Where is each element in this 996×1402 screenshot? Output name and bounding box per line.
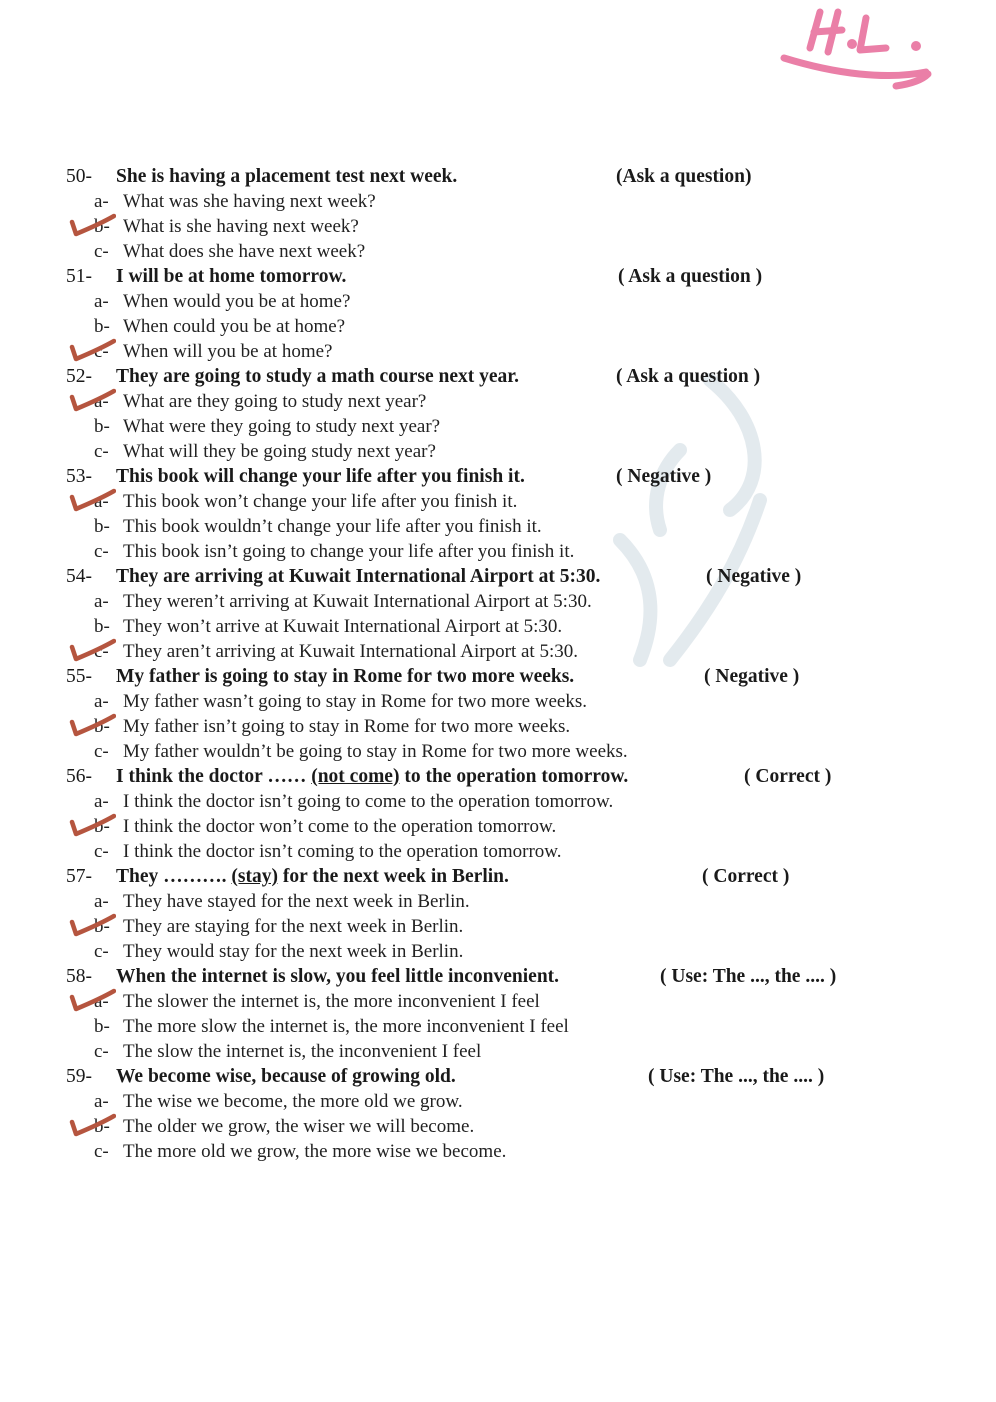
question-instruction: ( Ask a question ) (618, 266, 763, 287)
option-letter: b- (94, 316, 110, 337)
question-stem (66, 264, 346, 289)
corner-initials-mark (776, 0, 936, 100)
question-text-part: When the internet is slow, you feel little inconvenient. (116, 966, 560, 987)
answer-option[interactable] (94, 939, 463, 964)
option-text: My father wasn’t going to stay in Rome for two more weeks. (123, 691, 588, 712)
answer-option[interactable] (94, 314, 345, 339)
option-text: I think the doctor won’t come to the operation tomorrow. (123, 816, 557, 837)
question-instruction: ( Use: The ..., the .... ) (648, 1066, 825, 1087)
option-text: When will you be at home? (123, 341, 333, 362)
answer-option[interactable] (94, 989, 540, 1014)
answer-option[interactable] (94, 1114, 474, 1139)
question-stem (66, 164, 457, 189)
verb-hint: (not come) (311, 766, 400, 787)
option-letter: b- (94, 216, 110, 237)
option-letter: c- (94, 341, 109, 362)
option-letter: c- (94, 541, 109, 562)
answer-option[interactable] (94, 489, 517, 514)
option-text: This book won’t change your life after you finish it. (123, 491, 518, 512)
option-letter: a- (94, 591, 109, 612)
question-instruction: ( Negative ) (706, 566, 802, 587)
check-mark-icon (68, 812, 116, 838)
option-letter: a- (94, 391, 109, 412)
answer-option[interactable] (94, 339, 332, 364)
option-text: The more slow the internet is, the more inconvenient I feel (123, 1016, 569, 1037)
question-text-part: They are going to study a math course next year. (116, 366, 519, 387)
option-text: What are they going to study next year? (123, 391, 427, 412)
question-instruction: ( Correct ) (702, 866, 790, 887)
question-number: 50- (66, 166, 92, 187)
question-number: 53- (66, 466, 92, 487)
option-text: They weren’t arriving at Kuwait International Airport at 5:30. (123, 591, 592, 612)
question-text (116, 766, 628, 787)
question-text (116, 866, 509, 887)
question-stem (66, 764, 628, 789)
option-text: What will they be going study next year? (123, 441, 436, 462)
question-number: 54- (66, 566, 92, 587)
question-stem (66, 564, 600, 589)
question-instruction: ( Negative ) (616, 466, 712, 487)
question-text (116, 466, 525, 487)
answer-option[interactable] (94, 914, 463, 939)
option-letter: a- (94, 191, 109, 212)
option-letter: a- (94, 891, 109, 912)
answer-option[interactable] (94, 239, 365, 264)
answer-option[interactable] (94, 789, 613, 814)
question-number: 55- (66, 666, 92, 687)
question-text (116, 366, 519, 387)
question-stem (66, 964, 559, 989)
option-letter: a- (94, 691, 109, 712)
option-letter: a- (94, 291, 109, 312)
question-text-part: She is having a placement test next week. (116, 166, 458, 187)
option-letter: c- (94, 241, 109, 262)
question-text-part: They ………. (116, 866, 232, 887)
check-mark-icon (68, 987, 116, 1013)
question-instruction: ( Correct ) (744, 766, 832, 787)
answer-option[interactable] (94, 414, 440, 439)
question-text-part: We become wise, because of growing old. (116, 1066, 456, 1087)
check-mark-icon (68, 912, 116, 938)
answer-option[interactable] (94, 689, 587, 714)
answer-option[interactable] (94, 1014, 569, 1039)
option-letter: a- (94, 491, 109, 512)
answer-option[interactable] (94, 639, 578, 664)
option-text: They are staying for the next week in Berlin. (123, 916, 464, 937)
check-mark-icon (68, 487, 116, 513)
option-letter: a- (94, 1091, 109, 1112)
question-text (116, 666, 574, 687)
answer-option[interactable] (94, 589, 592, 614)
question-text (116, 266, 346, 287)
option-letter: b- (94, 416, 110, 437)
option-text: The wise we become, the more old we grow. (123, 1091, 463, 1112)
option-text: When could you be at home? (123, 316, 346, 337)
option-letter: b- (94, 816, 110, 837)
question-number: 59- (66, 1066, 92, 1087)
question-instruction: (Ask a question) (616, 166, 752, 187)
question-text-part: They are arriving at Kuwait International Airport at 5:30. (116, 566, 601, 587)
answer-option[interactable] (94, 539, 574, 564)
answer-option[interactable] (94, 839, 562, 864)
option-letter: c- (94, 641, 109, 662)
answer-option[interactable] (94, 714, 570, 739)
option-letter: c- (94, 941, 109, 962)
question-stem (66, 1064, 456, 1089)
answer-option[interactable] (94, 1089, 463, 1114)
option-text: They aren’t arriving at Kuwait International Airport at 5:30. (123, 641, 578, 662)
answer-option[interactable] (94, 614, 562, 639)
option-text: I think the doctor isn’t coming to the operation tomorrow. (123, 841, 562, 862)
question-text-part: My father is going to stay in Rome for two more weeks. (116, 666, 575, 687)
answer-option[interactable] (94, 739, 628, 764)
option-text: What does she have next week? (123, 241, 366, 262)
verb-hint: (stay) (231, 866, 278, 887)
option-text: The more old we grow, the more wise we become. (123, 1141, 507, 1162)
option-letter: c- (94, 441, 109, 462)
question-number: 57- (66, 866, 92, 887)
check-mark-icon (68, 637, 116, 663)
option-letter: b- (94, 1016, 110, 1037)
option-text: They would stay for the next week in Berlin. (123, 941, 464, 962)
option-text: When would you be at home? (123, 291, 351, 312)
option-text: What was she having next week? (123, 191, 376, 212)
option-letter: b- (94, 516, 110, 537)
answer-option[interactable] (94, 814, 556, 839)
option-letter: c- (94, 1141, 109, 1162)
option-letter: c- (94, 1041, 109, 1062)
question-number: 56- (66, 766, 92, 787)
answer-option[interactable] (94, 289, 350, 314)
option-letter: c- (94, 841, 109, 862)
option-text: I think the doctor isn’t going to come to the operation tomorrow. (123, 791, 614, 812)
option-letter: b- (94, 916, 110, 937)
option-text: They have stayed for the next week in Berlin. (123, 891, 470, 912)
option-text: This book wouldn’t change your life after you finish it. (123, 516, 542, 537)
option-text: This book isn’t going to change your life after you finish it. (123, 541, 575, 562)
option-text: What were they going to study next year? (123, 416, 441, 437)
check-mark-icon (68, 387, 116, 413)
option-text: My father wouldn’t be going to stay in Rome for two more weeks. (123, 741, 628, 762)
check-mark-icon (68, 1112, 116, 1138)
question-text-part: This book will change your life after you finish it. (116, 466, 525, 487)
option-text: The slow the internet is, the inconvenient I feel (123, 1041, 482, 1062)
option-letter: b- (94, 616, 110, 637)
answer-option[interactable] (94, 189, 376, 214)
question-number: 51- (66, 266, 92, 287)
check-mark-icon (68, 712, 116, 738)
question-stem (66, 364, 519, 389)
question-instruction: ( Ask a question ) (616, 366, 761, 387)
option-letter: c- (94, 741, 109, 762)
answer-option[interactable] (94, 439, 436, 464)
check-mark-icon (68, 337, 116, 363)
answer-option[interactable] (94, 889, 470, 914)
answer-option[interactable] (94, 389, 426, 414)
question-text-part: for the next week in Berlin. (277, 866, 509, 887)
check-mark-icon (68, 212, 116, 238)
question-text-part: I will be at home tomorrow. (116, 266, 347, 287)
question-stem (66, 464, 525, 489)
question-text-part: I think the doctor …… (116, 766, 312, 787)
question-text (116, 166, 457, 187)
option-letter: b- (94, 1116, 110, 1137)
option-letter: b- (94, 716, 110, 737)
question-text (116, 966, 559, 987)
question-stem (66, 864, 509, 889)
question-text-part: to the operation tomorrow. (399, 766, 629, 787)
question-instruction: ( Use: The ..., the .... ) (660, 966, 837, 987)
question-number: 58- (66, 966, 92, 987)
option-letter: a- (94, 991, 109, 1012)
answer-option[interactable] (94, 1039, 481, 1064)
question-stem (66, 664, 574, 689)
option-text: What is she having next week? (123, 216, 359, 237)
answer-option[interactable] (94, 1139, 506, 1164)
option-text: My father isn’t going to stay in Rome for two more weeks. (123, 716, 571, 737)
option-letter: a- (94, 791, 109, 812)
question-instruction: ( Negative ) (704, 666, 800, 687)
question-text (116, 566, 600, 587)
option-text: The slower the internet is, the more inconvenient I feel (123, 991, 540, 1012)
question-number: 52- (66, 366, 92, 387)
question-text (116, 1066, 456, 1087)
answer-option[interactable] (94, 214, 359, 239)
option-text: The older we grow, the wiser we will become. (123, 1116, 475, 1137)
option-text: They won’t arrive at Kuwait International Airport at 5:30. (123, 616, 563, 637)
answer-option[interactable] (94, 514, 542, 539)
